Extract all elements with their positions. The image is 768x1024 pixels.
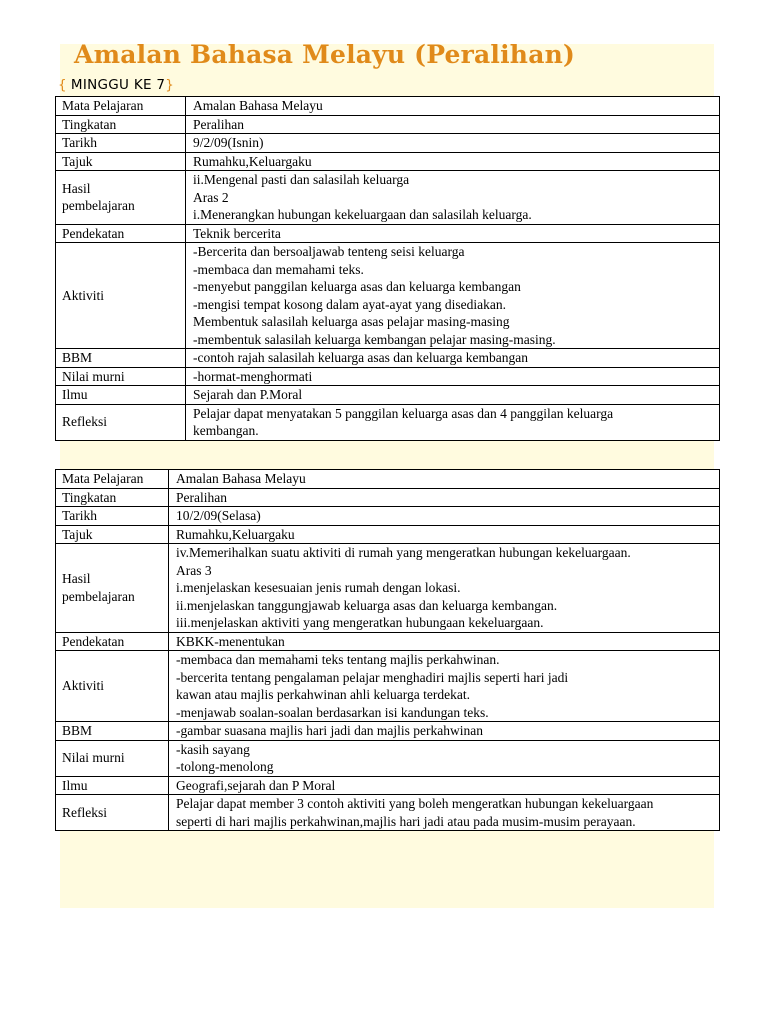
value-line: Rumahku,Keluargaku xyxy=(176,526,295,542)
row-value xyxy=(169,525,720,544)
table-row xyxy=(56,367,720,386)
page-title: Amalan Bahasa Melayu (Peralihan) xyxy=(74,40,575,69)
value-line: -Bercerita dan bersoaljawab tenteng seisi keluarga xyxy=(193,244,465,259)
value-line: 10/2/09(Selasa) xyxy=(176,508,261,523)
lesson-table-1 xyxy=(55,96,720,441)
table-row xyxy=(56,795,720,831)
row-value xyxy=(169,470,720,489)
value-line: iv.Memerihalkan suatu aktiviti di rumah yang mengeratkan hubungan kekeluargaan. xyxy=(176,545,631,560)
value-line: KBKK-menentukan xyxy=(176,633,285,649)
value-line: -hormat-menghormati xyxy=(193,368,313,384)
value-line: ii.Mengenal pasti dan salasilah keluarga xyxy=(193,172,410,187)
row-label xyxy=(56,544,169,633)
row-value xyxy=(186,171,720,225)
row-value xyxy=(186,134,720,153)
value-line: i.Menerangkan hubungan kekeluargaan dan salasilah keluarga. xyxy=(193,207,532,222)
row-label: Refleksi xyxy=(56,404,186,440)
row-value xyxy=(169,488,720,507)
row-value xyxy=(186,224,720,243)
value-line: seperti di hari majlis perkahwinan,majlis hari jadi atau pada musim-musim perayaan. xyxy=(176,813,636,829)
row-label: BBM xyxy=(56,349,186,368)
value-line: Sejarah dan P.Moral xyxy=(193,387,303,402)
row-label: Tajuk xyxy=(56,152,186,171)
value-line: iii.menjelaskan aktiviti yang mengeratkan hubungaan kekeluargaan. xyxy=(176,615,544,630)
value-line: -mengisi tempat kosong dalam ayat-ayat yang disediakan. xyxy=(193,296,507,312)
value-line: Rumahku,Keluargaku xyxy=(193,153,312,169)
value-line: -membaca dan memahami teks tentang majlis perkahwinan. xyxy=(176,652,500,667)
row-label: Tingkatan xyxy=(56,115,186,134)
table-row xyxy=(56,525,720,544)
row-label: Ilmu xyxy=(56,386,186,405)
value-line: Pelajar dapat menyatakan 5 panggilan keluarga asas dan 4 panggilan keluarga xyxy=(193,405,614,421)
row-label: Pendekatan xyxy=(56,632,169,651)
row-label: Tarikh xyxy=(56,134,186,153)
table-row xyxy=(56,507,720,526)
value-line: Membentuk salasilah keluarga asas pelajar masing-masing xyxy=(193,314,510,329)
row-label: Aktiviti xyxy=(56,651,169,722)
value-line: Aras 3 xyxy=(176,562,212,578)
value-line: -contoh rajah salasilah keluarga asas dan keluarga kembangan xyxy=(193,350,528,365)
value-line: -bercerita tentang pengalaman pelajar menghadiri majlis seperti hari jadi xyxy=(176,669,569,685)
value-line: ii.menjelaskan tanggungjawab keluarga asas dan keluarga kembangan. xyxy=(176,597,558,613)
row-value xyxy=(186,243,720,349)
table-row xyxy=(56,404,720,440)
week-label xyxy=(58,77,174,93)
row-label: Aktiviti xyxy=(56,243,186,349)
table-row xyxy=(56,97,720,116)
table-row xyxy=(56,152,720,171)
value-line: Peralihan xyxy=(176,489,227,505)
row-label xyxy=(56,171,186,225)
value-line: Aras 2 xyxy=(193,189,229,205)
week-open-brace: { xyxy=(58,77,71,93)
value-line: Pelajar dapat member 3 contoh aktiviti yang boleh mengeratkan hubungan kekeluargaan xyxy=(176,796,654,811)
row-value xyxy=(169,632,720,651)
week-close-brace: } xyxy=(165,77,174,93)
row-value xyxy=(169,651,720,722)
value-line: -kasih sayang xyxy=(176,741,250,757)
row-label: Pendekatan xyxy=(56,224,186,243)
row-label: Refleksi xyxy=(56,795,169,831)
value-line: i.menjelaskan kesesuaian jenis rumah dengan lokasi. xyxy=(176,580,461,595)
table-row xyxy=(56,224,720,243)
row-value xyxy=(186,349,720,368)
row-label: Ilmu xyxy=(56,776,169,795)
row-value xyxy=(186,367,720,386)
table-row xyxy=(56,722,720,741)
row-value xyxy=(169,795,720,831)
value-line: -menyebut panggilan keluarga asas dan keluarga kembangan xyxy=(193,279,521,294)
table-row xyxy=(56,115,720,134)
row-label: Tajuk xyxy=(56,525,169,544)
value-line: Peralihan xyxy=(193,116,244,132)
table-row xyxy=(56,651,720,722)
table-row xyxy=(56,243,720,349)
table-row xyxy=(56,740,720,776)
table-row xyxy=(56,544,720,633)
row-value xyxy=(186,152,720,171)
label-line: Hasil xyxy=(62,571,91,587)
row-value xyxy=(169,740,720,776)
row-label: Nilai murni xyxy=(56,367,186,386)
value-line: 9/2/09(Isnin) xyxy=(193,135,264,150)
row-label: Tarikh xyxy=(56,507,169,526)
value-line: -gambar suasana majlis hari jadi dan majlis perkahwinan xyxy=(176,723,484,738)
value-line: -membaca dan memahami teks. xyxy=(193,261,364,277)
row-value xyxy=(169,507,720,526)
table-row xyxy=(56,776,720,795)
value-line: -tolong-menolong xyxy=(176,759,274,774)
table-row xyxy=(56,470,720,489)
row-label: Mata Pelajaran xyxy=(56,470,169,489)
row-label: Mata Pelajaran xyxy=(56,97,186,116)
label-line: Hasil xyxy=(62,180,91,196)
value-line: kembangan. xyxy=(193,423,259,438)
row-value xyxy=(186,386,720,405)
table-row xyxy=(56,171,720,225)
week-text: MINGGU KE 7 xyxy=(70,77,166,93)
value-line: Amalan Bahasa Melayu xyxy=(176,471,306,486)
table-row xyxy=(56,488,720,507)
row-value xyxy=(169,776,720,795)
table-row xyxy=(56,134,720,153)
table-row xyxy=(56,349,720,368)
value-line: -menjawab soalan-soalan berdasarkan isi kandungan teks. xyxy=(176,704,489,720)
row-label: BBM xyxy=(56,722,169,741)
value-line: kawan atau majlis perkahwinan ahli keluarga terdekat. xyxy=(176,687,471,702)
label-line: pembelajaran xyxy=(62,588,135,604)
row-value xyxy=(186,115,720,134)
row-value xyxy=(169,722,720,741)
value-line: Amalan Bahasa Melayu xyxy=(193,98,323,113)
table-row xyxy=(56,632,720,651)
value-line: Teknik bercerita xyxy=(193,225,281,241)
value-line: Geografi,sejarah dan P Moral xyxy=(176,777,336,793)
row-value xyxy=(186,97,720,116)
row-label: Tingkatan xyxy=(56,488,169,507)
row-value xyxy=(186,404,720,440)
row-label: Nilai murni xyxy=(56,740,169,776)
row-value xyxy=(169,544,720,633)
table-row xyxy=(56,386,720,405)
lesson-table-2 xyxy=(55,469,720,831)
value-line: -membentuk salasilah keluarga kembangan pelajar masing-masing. xyxy=(193,331,556,347)
label-line: pembelajaran xyxy=(62,198,135,214)
